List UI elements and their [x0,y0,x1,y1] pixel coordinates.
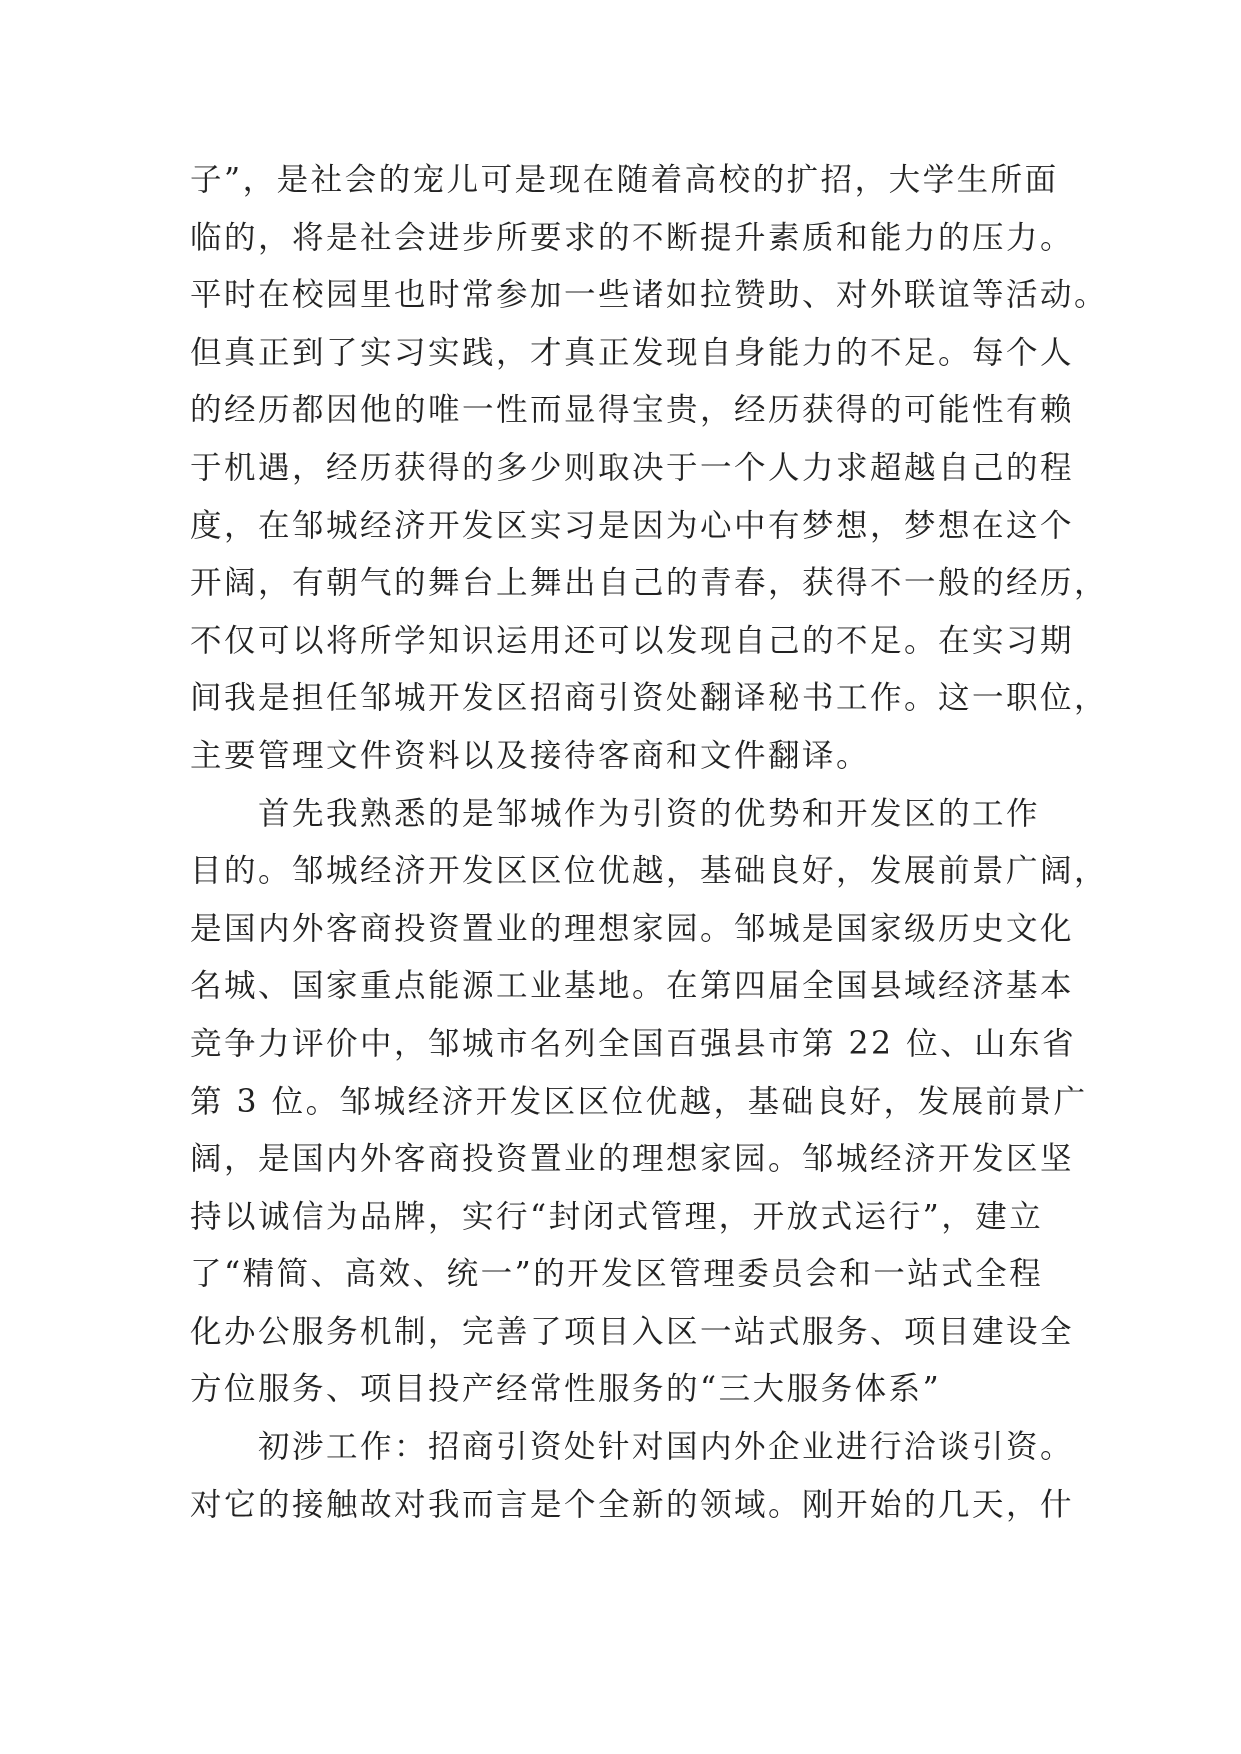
text-line: 了“精简、高效、统一”的开发区管理委员会和一站式全程 [190,1256,1044,1293]
text-line: 间我是担任邹城开发区招商引资处翻译秘书工作。这一职位， [190,680,1109,717]
text-line: 主要管理文件资料以及接待客商和文件翻译。 [190,737,871,774]
text-line: 的经历都因他的唯一性而显得宝贵，经历获得的可能性有赖 [190,392,1075,429]
text-line: 目的。邹城经济开发区区位优越，基础良好，发展前景广阔， [190,853,1109,890]
text-line: 于机遇，经历获得的多少则取决于一个人力求超越自己的程 [190,449,1075,486]
text-line: 第 3 位。邹城经济开发区区位优越，基础良好，发展前景广 [190,1083,1088,1120]
text-line: 度，在邹城经济开发区实习是因为心中有梦想，梦想在这个 [190,507,1075,544]
text-line: 临的，将是社会进步所要求的不断提升素质和能力的压力。 [190,219,1075,256]
text-line: 但真正到了实习实践，才真正发现自身能力的不足。每个人 [190,334,1075,371]
text-line: 对它的接触故对我而言是个全新的领域。刚开始的几天，什 [190,1486,1075,1523]
text-line: 竞争力评价中，邹城市名列全国百强县市第 22 位、山东省 [190,1025,1077,1062]
text-line: 阔，是国内外客商投资置业的理想家园。邹城经济开发区坚 [190,1141,1075,1178]
text-line: 持以诚信为品牌，实行“封闭式管理，开放式运行”，建立 [190,1198,1044,1235]
text-line: 平时在校园里也时常参加一些诸如拉赞助、对外联谊等活动。 [190,277,1109,314]
text-line: 名城、国家重点能源工业基地。在第四届全国县域经济基本 [190,968,1075,1005]
text-line: 化办公服务机制，完善了项目入区一站式服务、项目建设全 [190,1313,1075,1350]
text-line: 开阔，有朝气的舞台上舞出自己的青春，获得不一般的经历， [190,565,1109,602]
text-line: 不仅可以将所学知识运用还可以发现自己的不足。在实习期 [190,622,1075,659]
paragraph-first-line: 初涉工作：招商引资处针对国内外企业进行洽谈引资。 [258,1429,1075,1466]
body-text [190,152,1109,1534]
text-line: 是国内外客商投资置业的理想家园。邹城是国家级历史文化 [190,910,1075,947]
text-line: 方位服务、项目投产经常性服务的“三大服务体系” [190,1371,942,1408]
text-line: 子”，是社会的宠儿可是现在随着高校的扩招，大学生所面 [190,162,1059,198]
paragraph-first-line: 首先我熟悉的是邹城作为引资的优势和开发区的工作 [258,795,1041,832]
